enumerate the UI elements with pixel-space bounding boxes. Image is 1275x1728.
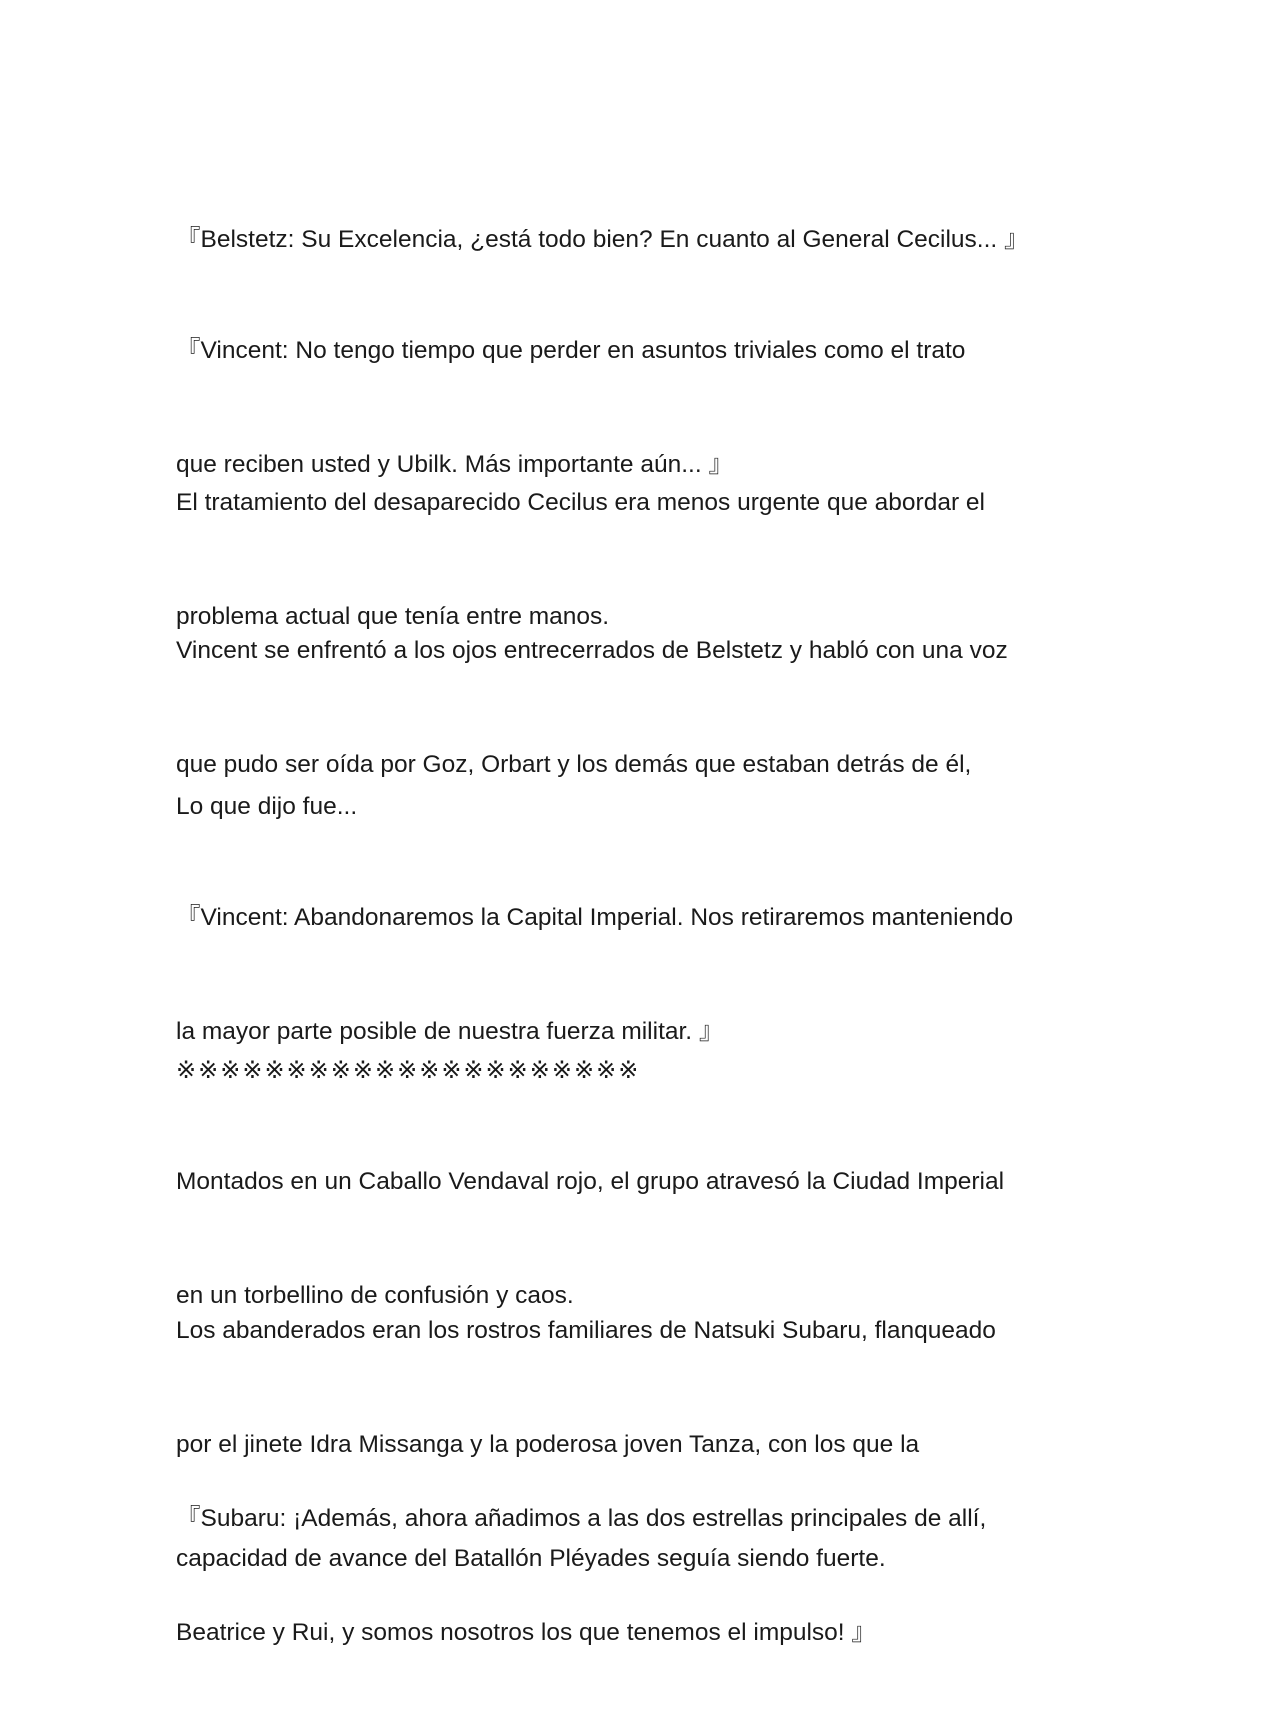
text-line: Lo que dijo fue... — [176, 793, 358, 820]
text-line: 『Vincent: Abandonaremos la Capital Imperial. Nos retiraremos manteniendo — [176, 904, 1014, 931]
text-line: 『Belstetz: Su Excelencia, ¿está todo bien? En cuanto al General Cecilus... 』 — [176, 226, 1029, 253]
text-line: Beatrice y Rui, y somos nosotros los que tenemos el impulso! 』 — [176, 1619, 876, 1646]
text-line: la mayor parte posible de nuestra fuerza militar. 』 — [176, 1018, 724, 1045]
text-line: Los abanderados eran los rostros familiares de Natsuki Subaru, flanqueado — [176, 1317, 996, 1344]
text-line: problema actual que tenía entre manos. — [176, 603, 610, 630]
text-line: 『Subaru: ¡Además, ahora añadimos a las dos estrellas principales de allí, — [176, 1505, 987, 1532]
text-line: Vincent se enfrentó a los ojos entrecerrados de Belstetz y habló con una voz — [176, 637, 1008, 664]
text-line: Montados en un Caballo Vendaval rojo, el grupo atravesó la Ciudad Imperial — [176, 1168, 1005, 1195]
separator-line: ※※※※※※※※※※※※※※※※※※※※※ — [176, 1056, 641, 1084]
text-line: capacidad de avance del Batallón Pléyades seguía siendo fuerte. — [176, 1545, 886, 1572]
text-line: que reciben usted y Ubilk. Más importante aún... 』 — [176, 451, 733, 478]
text-line: 『Vincent: No tengo tiempo que perder en asuntos triviales como el trato — [176, 337, 966, 364]
text-line: en un torbellino de confusión y caos. — [176, 1282, 574, 1309]
text-line: por el jinete Idra Missanga y la poderosa joven Tanza, con los que la — [176, 1431, 920, 1458]
text-line: que pudo ser oída por Goz, Orbart y los demás que estaban detrás de él, — [176, 751, 972, 778]
dialogue-subaru — [176, 1424, 1106, 1728]
text-line: El tratamiento del desaparecido Cecilus era menos urgente que abordar el — [176, 489, 985, 516]
